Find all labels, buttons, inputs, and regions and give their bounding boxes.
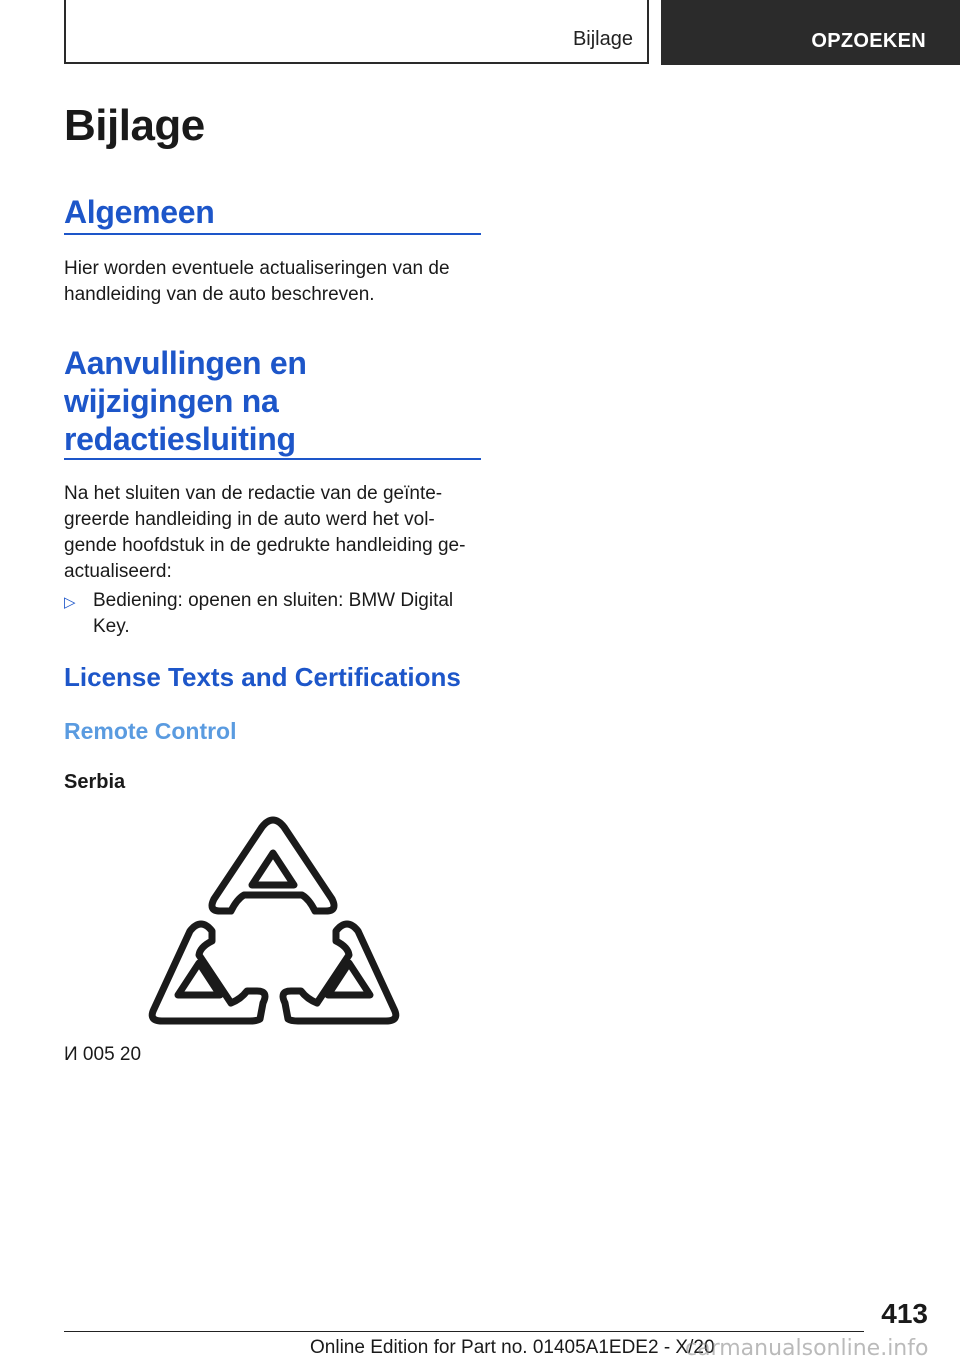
algemeen-line-2: handleiding van de auto beschreven. [64, 284, 375, 305]
aanvullingen-line-2: greerde handleiding in de auto werd het vol- [64, 509, 435, 530]
header-tab-opzoeken[interactable] [661, 0, 960, 65]
image-id: И 005 20 [64, 1044, 142, 1065]
aanvullingen-heading-line-2: wijzigingen na [64, 383, 279, 419]
header-tab-label: OPZOEKEN [811, 30, 926, 52]
aanvullingen-line-3: gende hoofdstuk in de gedrukte handleiding ge- [64, 535, 466, 556]
aanvullingen-line-1: Na het sluiten van de redactie van de geïnte- [64, 483, 443, 504]
bullet-line-2: Key. [93, 616, 130, 637]
aanvullingen-heading-line-1: Aanvullingen en [64, 345, 307, 381]
footer-rule [64, 1331, 864, 1332]
heading-rule [64, 458, 481, 460]
heading-rule [64, 233, 481, 235]
heading-remote-control: Remote Control [64, 718, 237, 744]
header-box [64, 0, 649, 64]
page-number: 413 [881, 1298, 928, 1329]
aanvullingen-body [64, 481, 481, 585]
aanvullingen-heading-line-3: redactiesluiting [64, 421, 296, 457]
triangle-certification-icon [144, 815, 404, 1030]
watermark: carmanualsonline.info [685, 1336, 929, 1361]
bullet-item [93, 588, 483, 640]
footer-edition: Online Edition for Part no. 01405A1EDE2 - X/20 [310, 1337, 715, 1358]
algemeen-body [64, 256, 481, 308]
header-section-label: Bijlage [572, 28, 633, 50]
page-title: Bijlage [64, 101, 205, 150]
algemeen-line-1: Hier worden eventuele actualiseringen van de [64, 258, 450, 279]
aanvullingen-line-4: actualiseerd: [64, 561, 172, 582]
heading-algemeen: Algemeen [64, 194, 215, 230]
heading-serbia: Serbia [64, 771, 126, 793]
bullet-triangle-icon: ▷ [64, 594, 76, 611]
heading-aanvullingen [64, 344, 307, 458]
heading-license: License Texts and Certifications [64, 662, 461, 692]
bullet-line-1: Bediening: openen en sluiten: BMW Digital [93, 590, 454, 611]
